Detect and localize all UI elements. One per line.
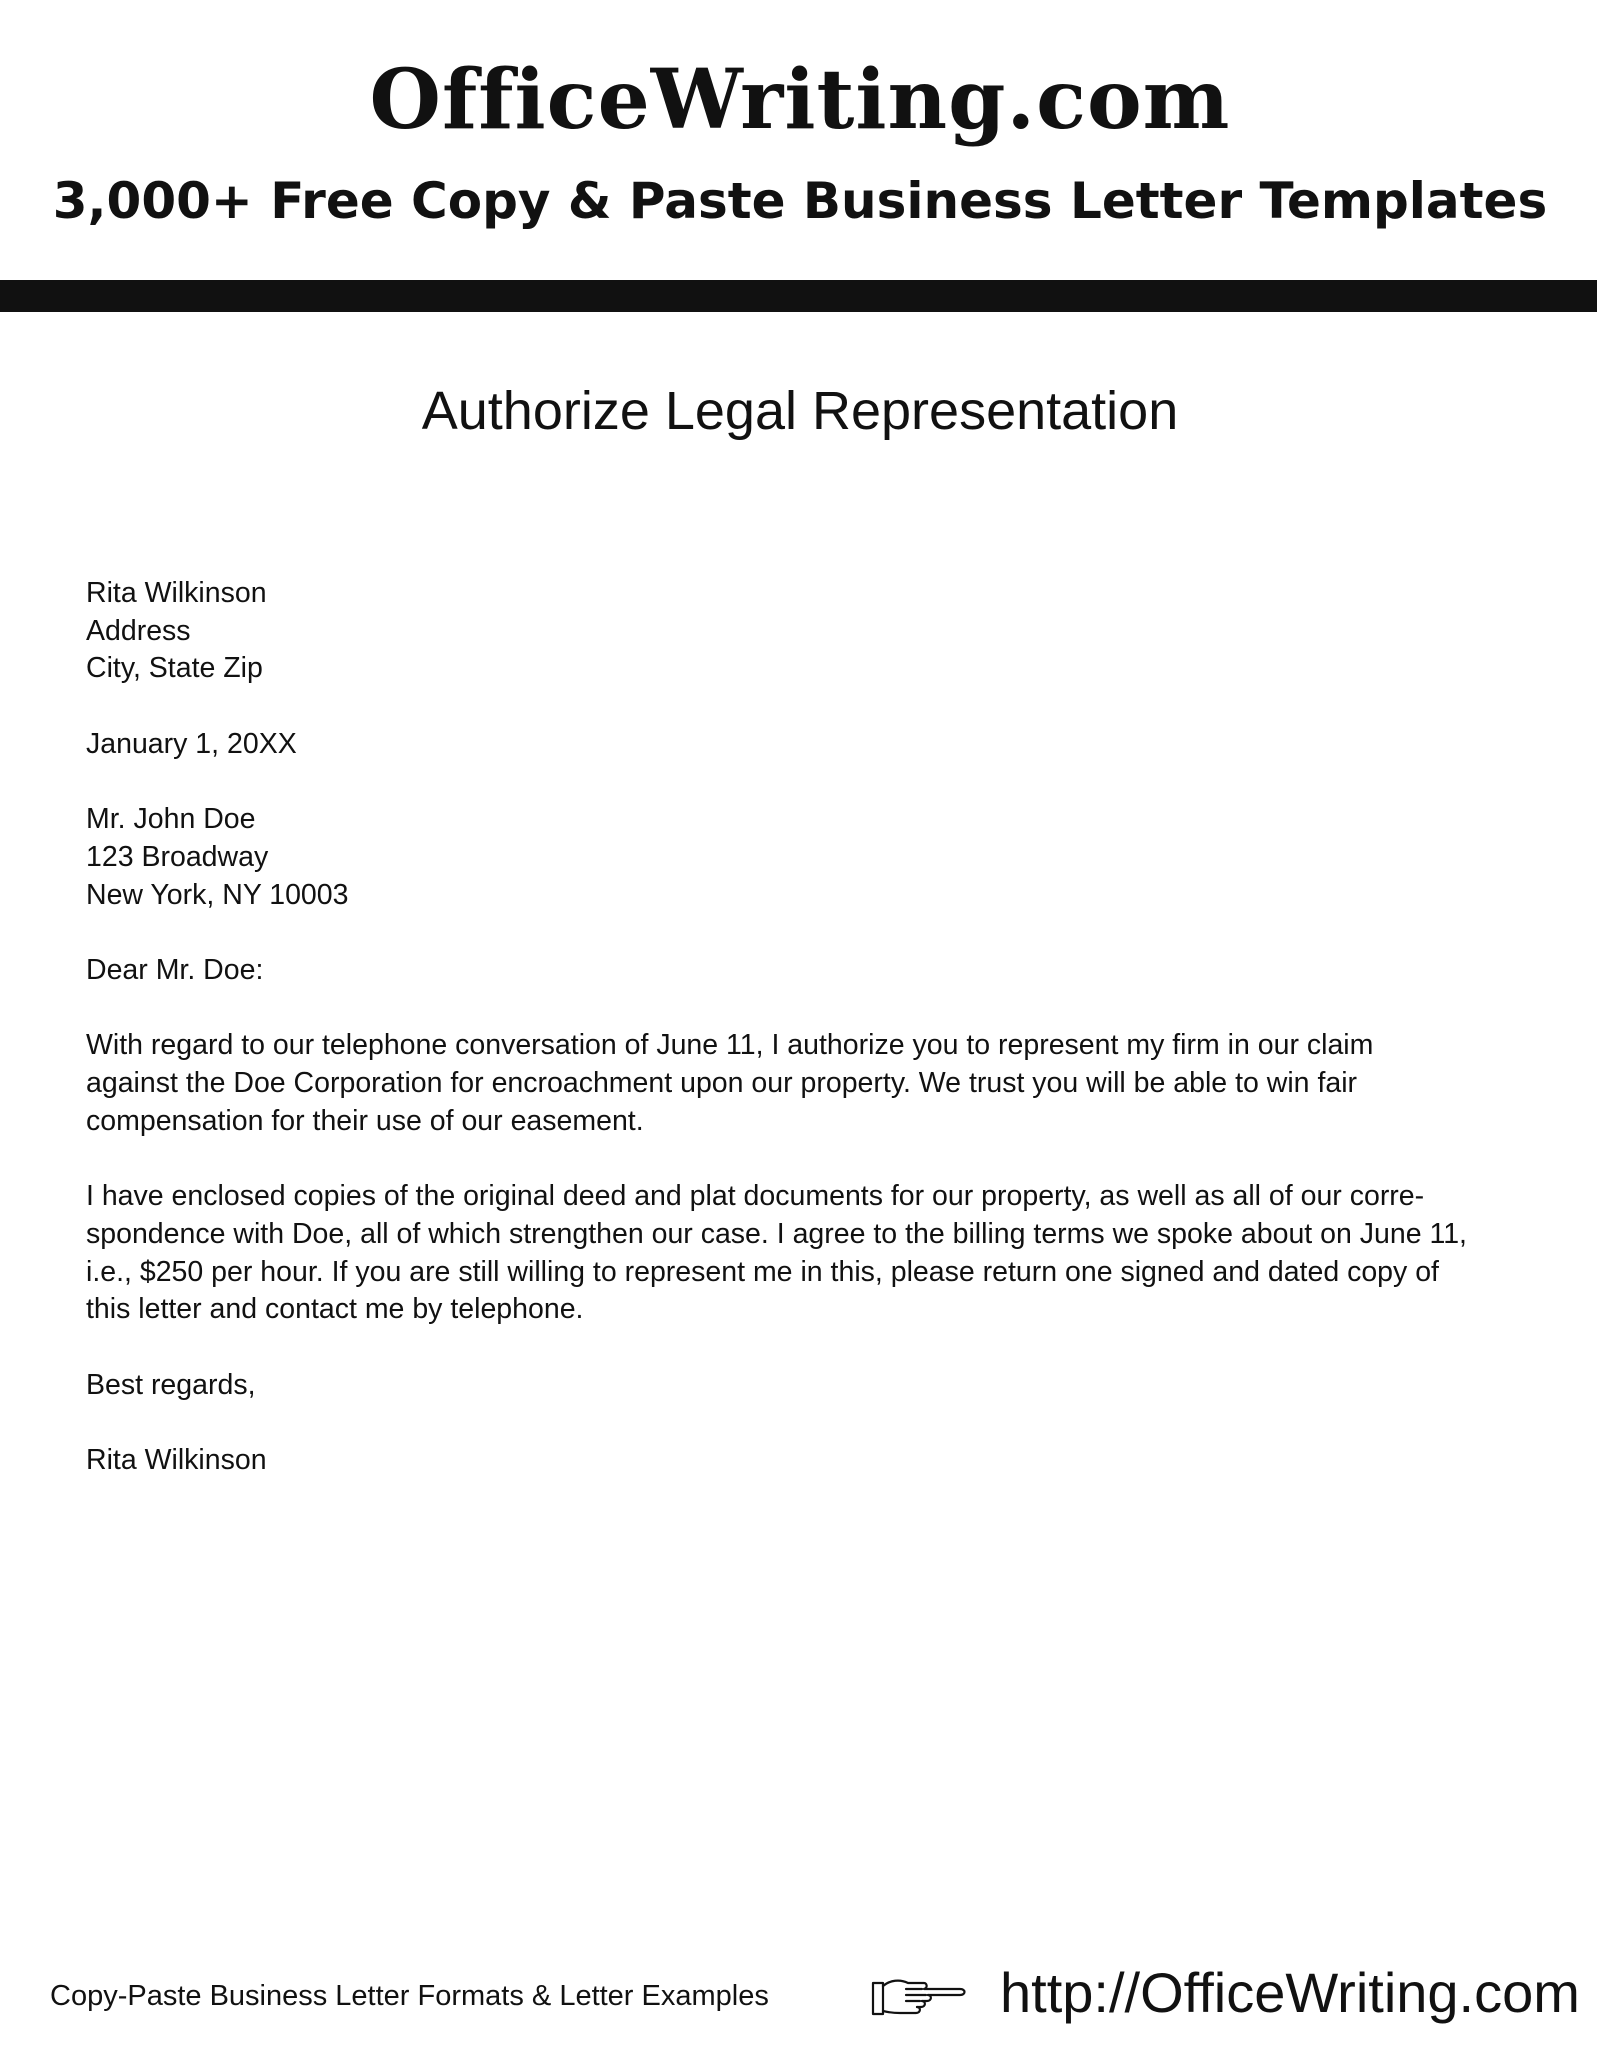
paragraph-1 — [86, 1027, 1526, 1140]
recipient-block — [86, 801, 1526, 914]
sender-address: Address — [86, 614, 191, 647]
letter-title: Authorize Legal Representation — [421, 381, 1179, 441]
date-block — [86, 726, 1526, 764]
recipient-street: 123 Broadway — [86, 840, 269, 873]
closing: Best regards, — [86, 1368, 256, 1401]
letter-body — [86, 575, 1526, 1517]
sender-block — [86, 575, 1526, 688]
pointing-hand-icon — [870, 1974, 968, 2020]
paragraph-line: compensation for their use of our easement. — [86, 1104, 644, 1137]
header-divider — [0, 280, 1597, 312]
paragraph-2 — [86, 1178, 1526, 1329]
paragraph-line: this letter and contact me by telephone. — [86, 1293, 584, 1326]
signature-block — [86, 1442, 1526, 1480]
signature-name: Rita Wilkinson — [86, 1444, 267, 1477]
site-name: OfficeWriting.com — [369, 52, 1231, 148]
salutation: Dear Mr. Doe: — [86, 953, 264, 986]
paragraph-line: i.e., $250 per hour. If you are still willing to represent me in this, please return one signed and dated copy of — [86, 1255, 1439, 1288]
closing-block — [86, 1367, 1526, 1405]
sender-name: Rita Wilkinson — [86, 577, 267, 609]
paragraph-line: I have enclosed copies of the original deed and plat documents for our property, as well as all of our corre- — [86, 1180, 1425, 1213]
paragraph-line: With regard to our telephone conversation of June 11, I authorize you to represent my firm in our claim — [86, 1029, 1374, 1062]
paragraph-line: against the Doe Corporation for encroachment upon our property. We trust you will be able to win fair — [86, 1067, 1358, 1100]
tagline: 3,000+ Free Copy & Paste Business Letter Templates — [52, 172, 1548, 230]
letter-date: January 1, 20XX — [86, 727, 297, 760]
footer-caption: Copy-Paste Business Letter Formats & Letter Examples — [50, 1980, 769, 2012]
sender-city-state-zip: City, State Zip — [86, 652, 263, 685]
salutation-block — [86, 952, 1526, 990]
recipient-name: Mr. John Doe — [86, 803, 256, 836]
footer-url-link[interactable]: http://OfficeWriting.com — [1000, 1961, 1580, 2024]
recipient-city-state-zip: New York, NY 10003 — [86, 878, 349, 911]
paragraph-line: spondence with Doe, all of which strengthen our case. I agree to the billing terms we spoke about on June 11, — [86, 1217, 1467, 1250]
